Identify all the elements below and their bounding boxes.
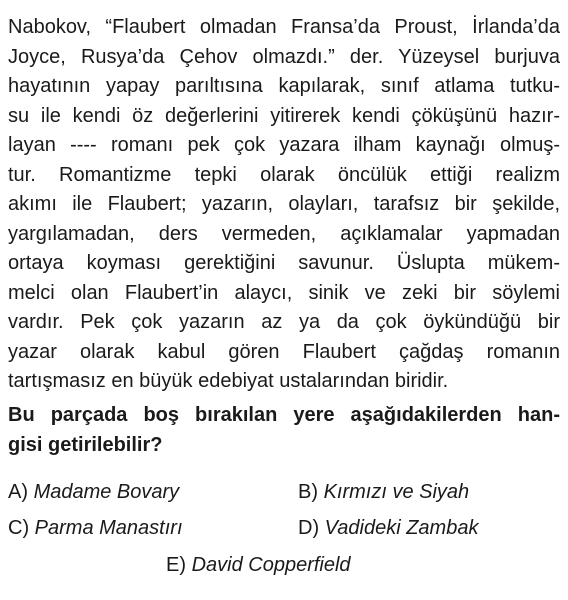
passage-line: su ile kendi öz değerlerini yitirerek kendi çöküşünü hazır-: [8, 104, 560, 127]
passage-line: layan ---- romanı pek çok yazara ilham kaynağı olmuş-: [8, 134, 560, 156]
option-e[interactable]: [166, 551, 351, 579]
option-b[interactable]: [298, 478, 469, 506]
passage-line: yargılamadan, ders vermeden, açıklamalar yapmadan: [8, 222, 560, 245]
option-a[interactable]: [8, 478, 179, 506]
passage-line: vardır. Pek çok yazarın az ya da çok öykündüğü bir: [8, 311, 560, 333]
option-letter: B): [298, 481, 318, 503]
option-letter: C): [8, 517, 30, 539]
passage-text: [8, 13, 560, 397]
passage-line: Nabokov, “Flaubert olmadan Fransa’da Proust, İrlanda’da: [8, 16, 560, 38]
option-text: David Copperfield: [191, 554, 351, 576]
option-text: Madame Bovary: [33, 481, 180, 503]
question-line: Bu parçada boş bırakılan yere aşağıdakilerden han-: [8, 403, 560, 426]
option-c[interactable]: [8, 514, 183, 542]
option-text: Parma Manastırı: [34, 517, 183, 539]
question-line: gisi getirilebilir?: [8, 433, 163, 456]
passage-line: Joyce, Rusya’da Çehov olmazdı.” der. Yüzeysel burjuva: [8, 45, 560, 68]
option-letter: D): [298, 517, 320, 539]
passage-line: tur. Romantizme tepki olarak öncülük ettiği realizm: [8, 163, 560, 186]
question-page: [8, 13, 560, 460]
option-text: Vadideki Zambak: [324, 517, 479, 539]
passage-line: tartışmasız en büyük edebiyat ustalarından biridir.: [8, 370, 449, 392]
option-d[interactable]: [298, 514, 478, 542]
passage-line: yazar olarak kabul gören Flaubert çağdaş romanın: [8, 340, 560, 363]
option-text: Kırmızı ve Siyah: [323, 481, 470, 503]
option-letter: E): [166, 554, 186, 576]
passage-line: melci olan Flaubert’in alaycı, sinik ve zeki bir söylemi: [8, 281, 560, 304]
option-letter: A): [8, 481, 28, 503]
passage-line: akımı ile Flaubert; yazarın, olayları, tarafsız bir şekilde,: [8, 193, 560, 215]
passage-line: ortaya koyması gerektiğini savunur. Üslupta mükem-: [8, 252, 560, 274]
question-stem: [8, 400, 560, 460]
passage-line: hayatının yapay parıltısına kapılarak, sınıf atlama tutku-: [8, 75, 560, 97]
